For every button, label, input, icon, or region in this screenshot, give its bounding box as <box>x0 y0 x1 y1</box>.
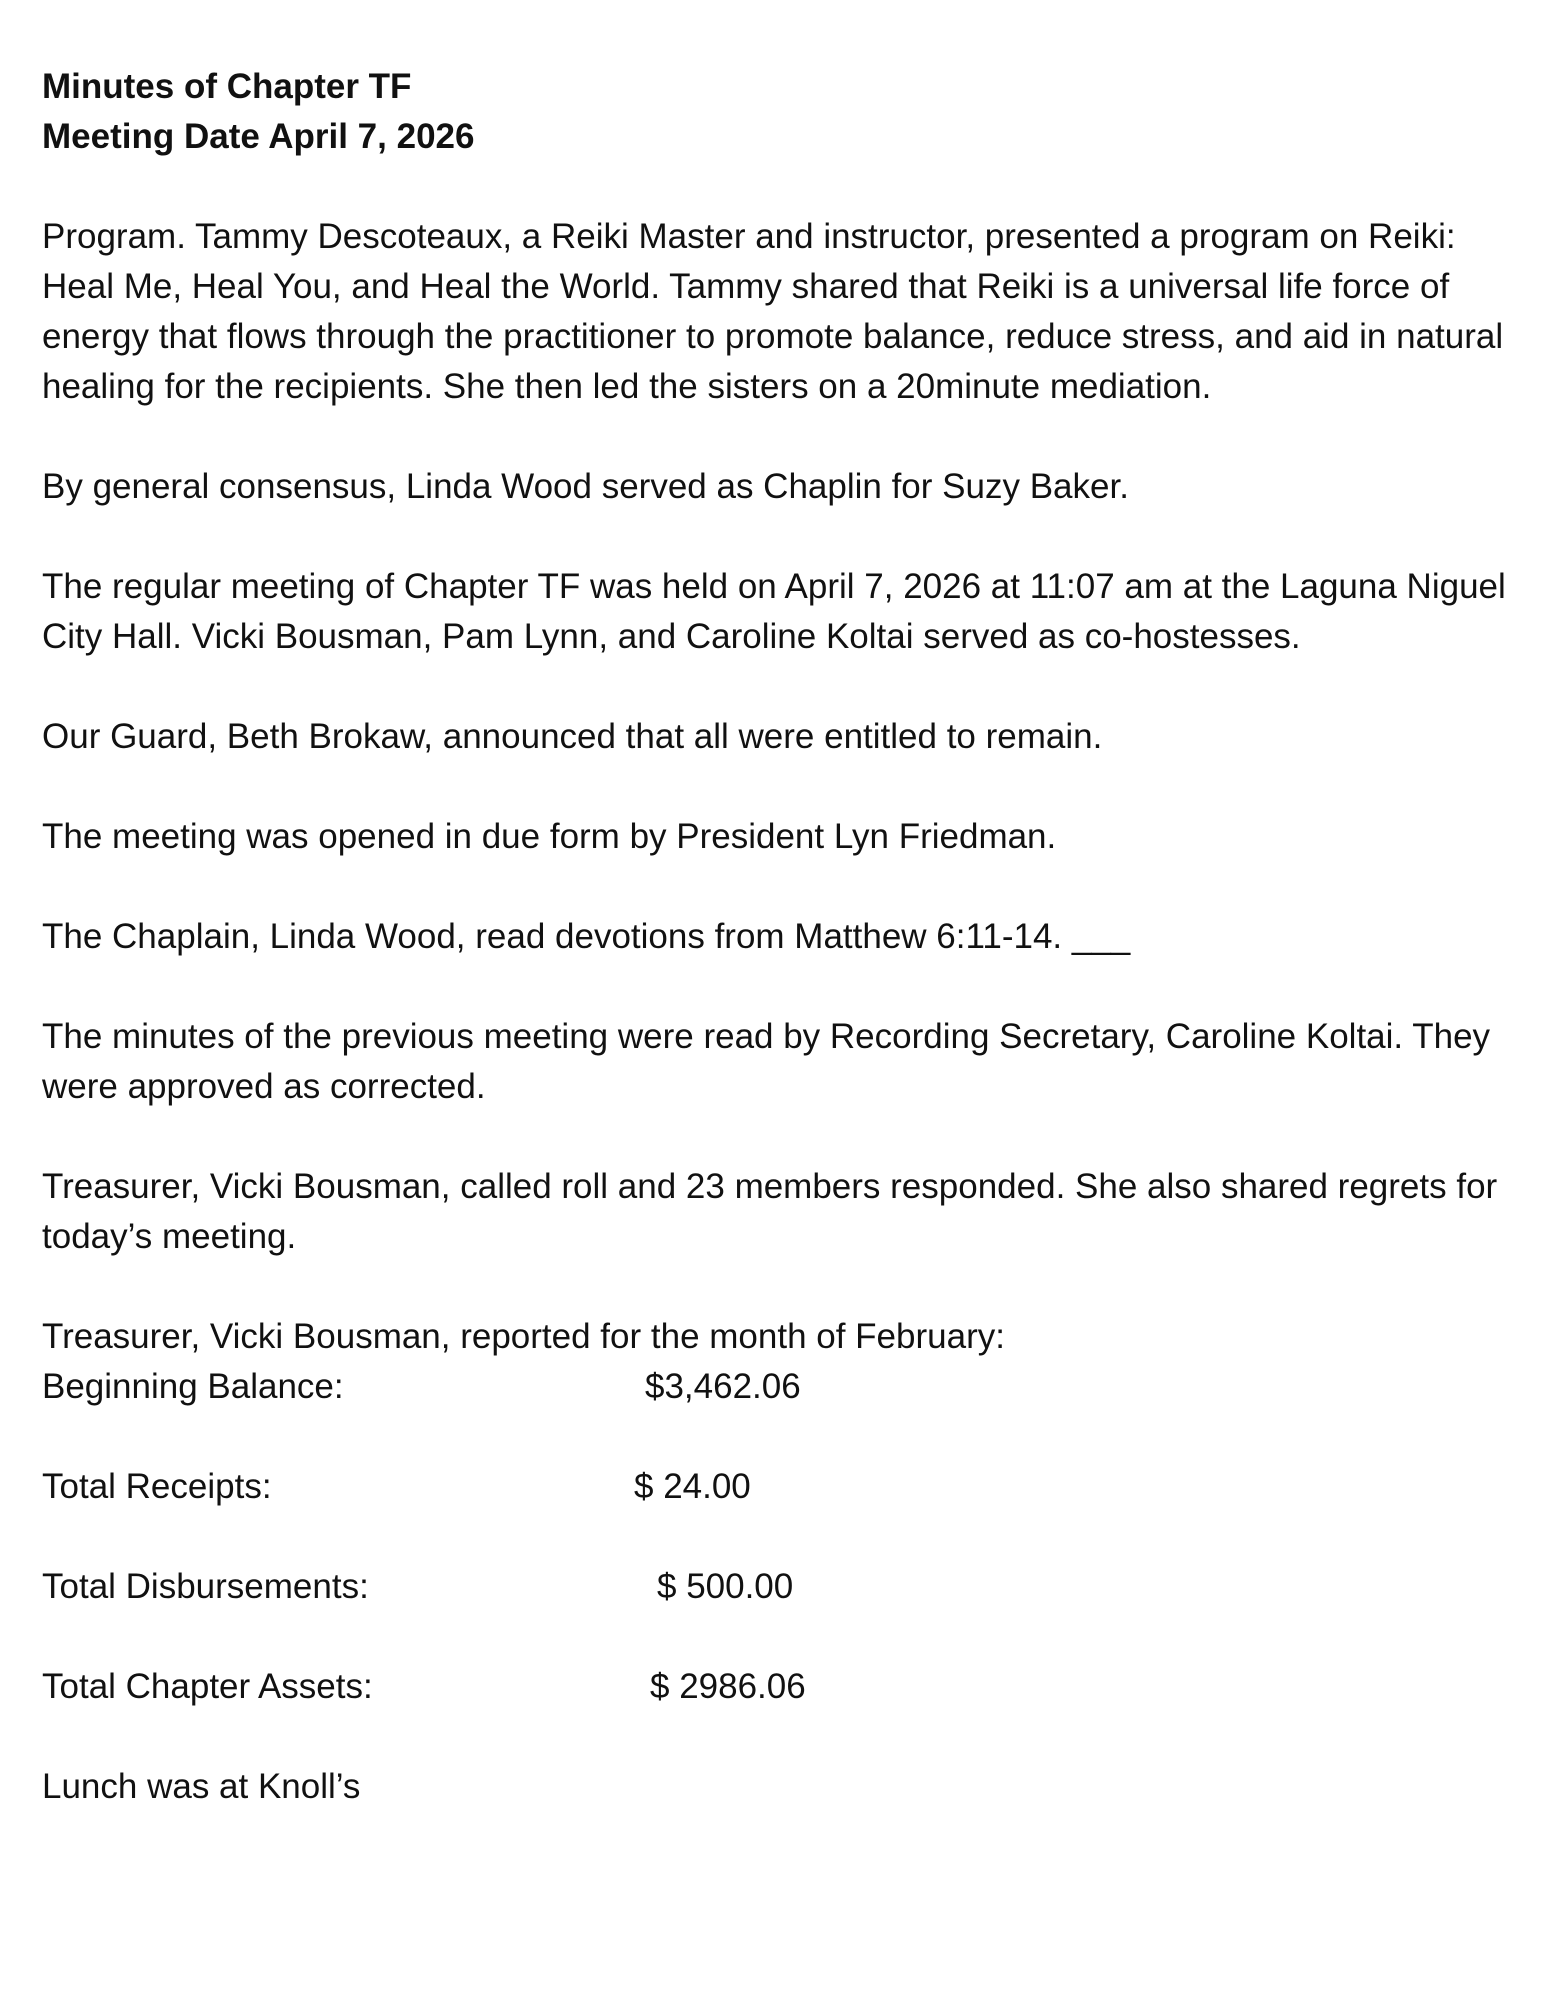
financial-label: Beginning Balance: <box>42 1367 344 1406</box>
financial-row-total-chapter-assets <box>42 1662 1512 1712</box>
financial-label: Total Disbursements: <box>42 1567 369 1606</box>
meeting-date: Meeting Date April 7, 2026 <box>42 117 475 156</box>
financial-value: $3,462.06 <box>645 1367 801 1406</box>
financial-value: $ 24.00 <box>634 1467 751 1506</box>
financial-label: Total Receipts: <box>42 1467 272 1506</box>
devotions-paragraph: The Chaplain, Linda Wood, read devotions from Matthew 6:11-14. ___ <box>42 917 1131 956</box>
opening-paragraph: The meeting was opened in due form by President Lyn Friedman. <box>42 817 1057 856</box>
lunch-note: Lunch was at Knoll’s <box>42 1767 361 1806</box>
treasurer-report-intro: Treasurer, Vicki Bousman, reported for the month of February: <box>42 1317 1005 1356</box>
financial-row-beginning-balance <box>42 1362 1512 1412</box>
meeting-held-paragraph: The regular meeting of Chapter TF was held on April 7, 2026 at 11:07 am at the Laguna Niguel City Hall. Vicki Bousman, Pam Lynn, and Caroline Koltai served as co-hostesses. <box>42 567 1506 656</box>
minutes-document <box>42 62 1512 1812</box>
financial-value: $ 2986.06 <box>650 1667 806 1706</box>
roll-call-paragraph: Treasurer, Vicki Bousman, called roll and 23 members responded. She also shared regrets for today’s meeting. <box>42 1167 1498 1256</box>
document-title: Minutes of Chapter TF <box>42 67 412 106</box>
chaplin-paragraph: By general consensus, Linda Wood served as Chaplin for Suzy Baker. <box>42 467 1129 506</box>
guard-paragraph: Our Guard, Beth Brokaw, announced that all were entitled to remain. <box>42 717 1103 756</box>
financial-row-total-receipts <box>42 1462 1512 1512</box>
financial-value: $ 500.00 <box>657 1567 794 1606</box>
financial-label: Total Chapter Assets: <box>42 1667 373 1706</box>
minutes-paragraph: The minutes of the previous meeting were read by Recording Secretary, Caroline Koltai. They were approved as corrected. <box>42 1017 1491 1106</box>
financial-row-total-disbursements <box>42 1562 1512 1612</box>
program-paragraph: Program. Tammy Descoteaux, a Reiki Master and instructor, presented a program on Reiki: Heal Me, Heal You, and Heal the World. Tammy shared that Reiki is a universal life force of energy that flows through the practitioner to promote balance, reduce stress, and aid in natural healing for the recipients. She then led the sisters on a 20minute mediation. <box>42 217 1504 406</box>
